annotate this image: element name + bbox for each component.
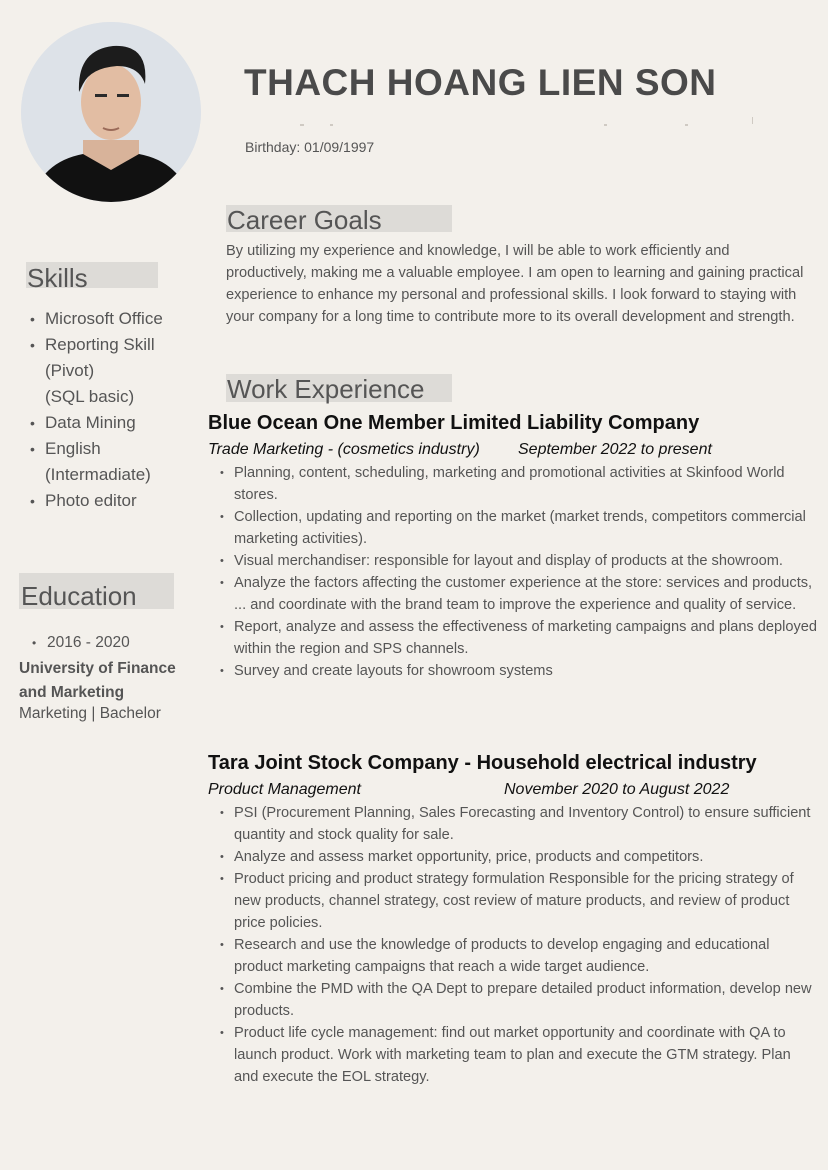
list-item: • Reporting Skill (Pivot) (SQL basic) bbox=[30, 335, 155, 406]
list-item: • English (Intermadiate) bbox=[30, 439, 151, 484]
school-name: University of Finance and Marketing bbox=[19, 660, 176, 701]
work-experience-heading: Work Experience bbox=[227, 374, 425, 404]
education-list bbox=[32, 633, 130, 653]
job-company: Blue Ocean One Member Limited Liability Company bbox=[208, 412, 700, 434]
list-item: • Product life cycle management: find out market opportunity and coordinate with QA to launch product. Work with marketing team to plan and execute the GTM strategy. Plan and execute the EOL strategy. bbox=[220, 1025, 791, 1085]
list-item: • Microsoft Office bbox=[30, 309, 163, 328]
job-role: Trade Marketing - (cosmetics industry) bbox=[208, 441, 480, 458]
career-goals-text: By utilizing my experience and knowledge, I will be able to work efficiently and productively, making me a valuable employee. I am open to learning and gaining practical experience to enhance my personal and professional skills. I look forward to staying with your company for a long time to contribute more to its overall development and strength. bbox=[226, 243, 804, 325]
profile-photo bbox=[21, 22, 201, 202]
list-item: • Planning, content, scheduling, marketing and promotional activities at Skinfood World stores. bbox=[220, 465, 785, 503]
degree: Marketing | Bachelor bbox=[19, 705, 161, 722]
job-role: Product Management bbox=[208, 781, 361, 798]
candidate-name: THACH HOANG LIEN SON bbox=[244, 62, 717, 103]
divider bbox=[604, 124, 607, 126]
divider bbox=[300, 124, 304, 126]
job-dates: November 2020 to August 2022 bbox=[504, 781, 730, 798]
job-duties bbox=[218, 462, 818, 682]
career-goals-heading: Career Goals bbox=[227, 205, 382, 235]
list-item: • Photo editor bbox=[30, 491, 137, 510]
job-dates: September 2022 to present bbox=[518, 441, 712, 458]
list-item: • Data Mining bbox=[30, 413, 136, 432]
list-item: • Combine the PMD with the QA Dept to prepare detailed product information, develop new products. bbox=[220, 981, 812, 1019]
job-company: Tara Joint Stock Company - Household electrical industry bbox=[208, 752, 757, 774]
divider bbox=[685, 124, 688, 126]
list-item: • Product pricing and product strategy formulation Responsible for the pricing strategy of new products, channel strategy, cost review of mature products, and review of product price policies. bbox=[220, 871, 794, 931]
list-item: • Collection, updating and reporting on the market (market trends, competitors commercial marketing activities). bbox=[220, 509, 806, 547]
job-duties bbox=[218, 802, 818, 1088]
list-item: • Survey and create layouts for showroom systems bbox=[220, 663, 553, 679]
divider bbox=[330, 124, 333, 126]
divider bbox=[752, 117, 753, 124]
list-item: • Analyze the factors affecting the customer experience at the store: services and products, ... and coordinate with the brand team to improve the experience and quality of service. bbox=[220, 575, 813, 613]
birthday: Birthday: 01/09/1997 bbox=[245, 139, 375, 155]
list-item: • PSI (Procurement Planning, Sales Forecasting and Inventory Control) to ensure sufficient quantity and stock quality for sale. bbox=[220, 805, 811, 843]
list-item: • Analyze and assess market opportunity, price, products and competitors. bbox=[220, 849, 704, 865]
list-item: • Report, analyze and assess the effectiveness of marketing campaigns and plans deployed within the region and SPS channels. bbox=[220, 619, 818, 657]
list-item: • Research and use the knowledge of products to develop engaging and educational product marketing campaigns that reach a wide target audience. bbox=[220, 937, 770, 975]
skills-list bbox=[28, 306, 203, 514]
list-item: • Visual merchandiser: responsible for layout and display of products at the showroom. bbox=[220, 553, 783, 569]
list-item: • 2016 - 2020 bbox=[32, 634, 130, 651]
education-heading: Education bbox=[21, 581, 137, 611]
skills-heading: Skills bbox=[27, 263, 88, 293]
